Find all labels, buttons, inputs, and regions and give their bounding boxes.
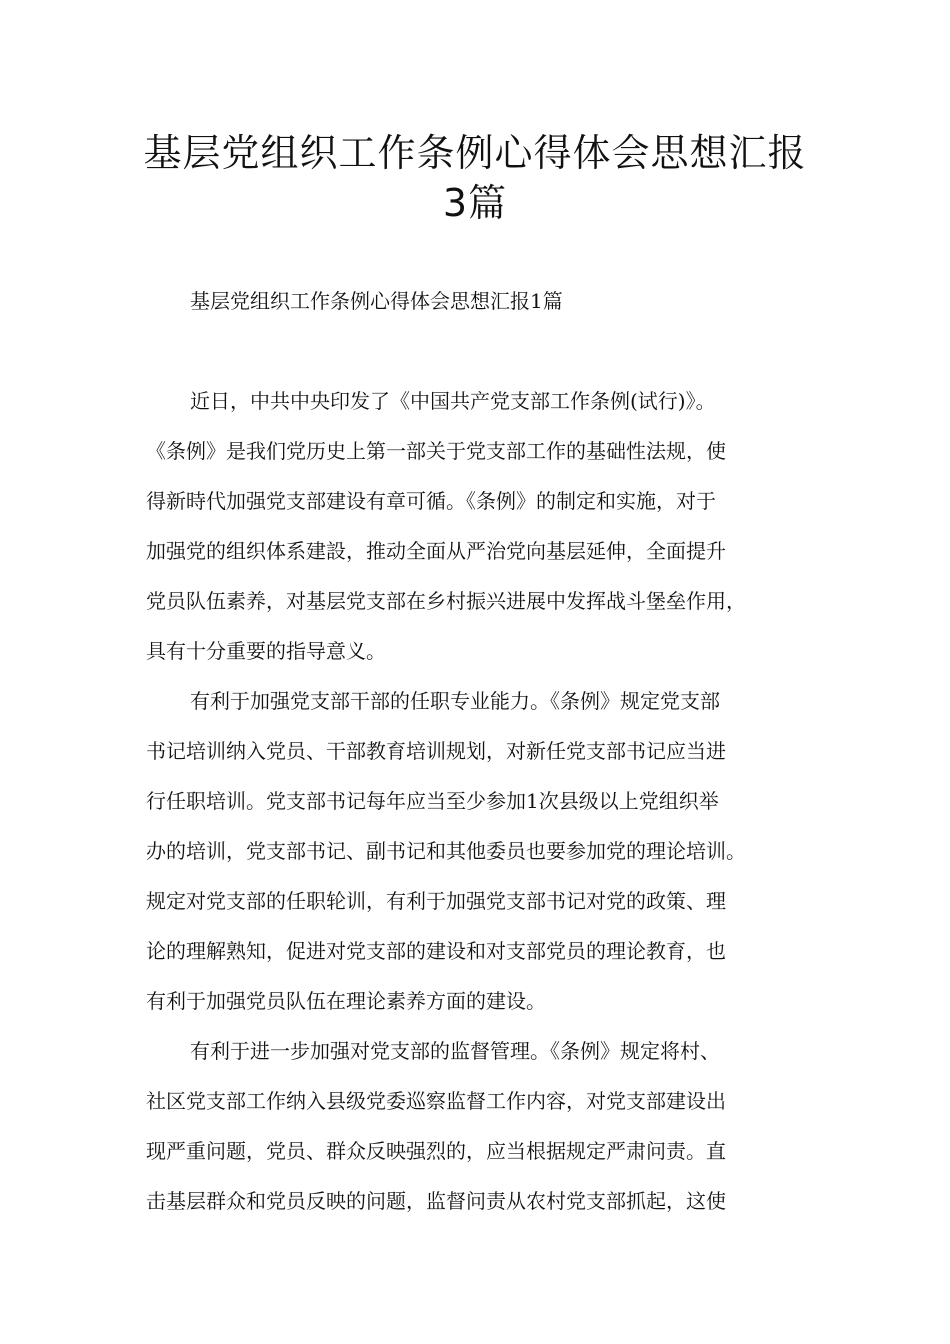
paragraph-line: 《条例》是我们党历史上第一部关于党支部工作的基础性法规，使 [146, 439, 726, 463]
paragraph-line: 现严重问题，党员、群众反映强烈的，应当根据规定严肃问责。直 [146, 1139, 726, 1163]
paragraph-line: 规定对党支部的任职轮训，有利于加强党支部书记对党的政策、理 [146, 889, 726, 913]
paragraph-line: 有利于进一步加强对党支部的监督管理。《条例》规定将村、 [190, 1039, 720, 1063]
section-subtitle: 基层党组织工作条例心得体会思想汇报1篇 [190, 289, 563, 313]
paragraph-line: 社区党支部工作纳入县级党委巡察监督工作内容，对党支部建设出 [146, 1089, 726, 1113]
paragraph-line: 办的培训，党支部书记、副书记和其他委员也要参加党的理论培训。 [146, 839, 746, 863]
document-title-line-1: 基层党组织工作条例心得体会思想汇报 [143, 131, 807, 175]
paragraph-line: 近日，中共中央印发了《中国共产党支部工作条例(试行)》。 [190, 389, 716, 413]
paragraph-line: 具有十分重要的指导意义。 [146, 639, 386, 663]
paragraph-line: 有利于加强党支部干部的任职专业能力。《条例》规定党支部 [190, 689, 720, 713]
paragraph-line: 加强党的组织体系建設，推动全面从严治党向基层延伸，全面提升 [146, 539, 726, 563]
paragraph-line: 党员队伍素养，对基层党支部在乡村振兴进展中发挥战斗堡垒作用， [146, 589, 746, 613]
document-title-line-2: 3篇 [442, 181, 508, 225]
paragraph-line: 有利于加强党员队伍在理论素养方面的建设。 [146, 989, 546, 1013]
paragraph-line: 得新時代加强党支部建设有章可循。《条例》的制定和实施，对于 [146, 489, 716, 513]
paragraph-line: 击基层群众和党员反映的问题，监督问责从农村党支部抓起，这使 [146, 1189, 726, 1213]
paragraph-line: 论的理解熟知，促进对党支部的建设和对支部党员的理论教育，也 [146, 939, 726, 963]
paragraph-line: 书记培训纳入党员、干部教育培训规划，对新任党支部书记应当进 [146, 739, 726, 763]
paragraph-line: 行任职培训。党支部书记每年应当至少参加1次县级以上党组织举 [146, 789, 719, 813]
